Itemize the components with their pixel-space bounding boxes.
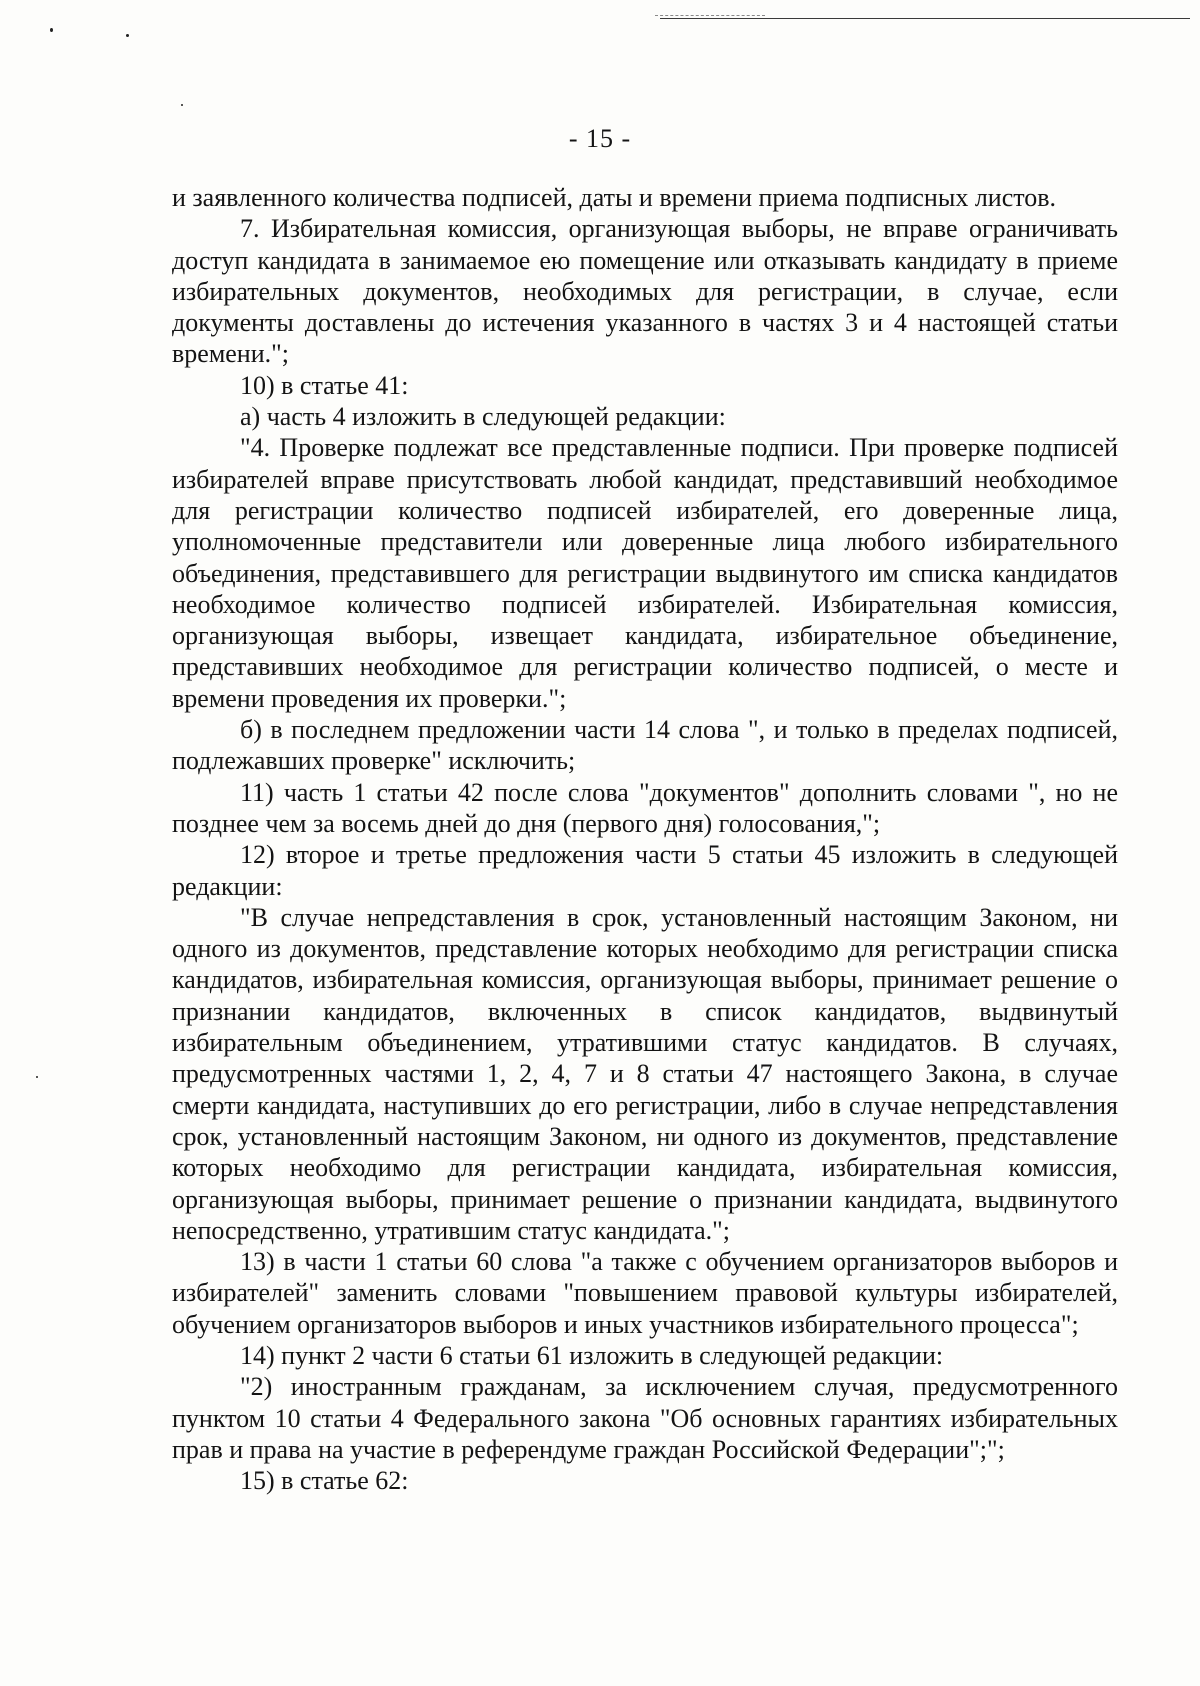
- paragraph-1: и заявленного количества подписей, даты и времени приема подписных листов.: [172, 183, 1057, 212]
- scan-speck: [126, 34, 129, 37]
- scan-artifact-rule: [660, 18, 1190, 19]
- scan-artifact-dash: [655, 15, 765, 16]
- paragraph-10: 13) в части 1 статьи 60 слова "а также с обучением организаторов выборов и избирателей" заменить словами "повышением правовой культуры избирателей, обучением организаторов выборов и иных участников избирательного процесса";: [172, 1247, 1118, 1339]
- page-number: - 15 -: [568, 124, 632, 153]
- paragraph-2: 7. Избирательная комиссия, организующая выборы, не вправе ограничивать доступ кандидата в занимаемое ею помещение или отказывать кандидату в приеме избирательных документов, необходимых для регистрации, в случае, если документы доставлены до истечения указанного в частях 3 и 4 настоящей статьи времени.";: [172, 214, 1118, 369]
- paragraph-7: 11) часть 1 статьи 42 после слова "документов" дополнить словами ", но не позднее чем за восемь дней до дня (первого дня) голосования,";: [172, 777, 1118, 838]
- paragraph-6: б) в последнем предложении части 14 слова ", и только в пределах подписей, подлежавших проверке" исключить;: [172, 715, 1118, 776]
- paragraph-5: "4. Проверке подлежат все представленные подписи. При проверке подписей избирателей вправе присутствовать любой кандидат, представивший необходимое для регистрации количество подписей избирателей, его доверенные лица, уполномоченные представители или доверенные лица любого избирательного объединения, представившего для регистрации выдвинутого им списка кандидатов необходимое количество подписей избирателей. Избирательная комиссия, организующая выборы, извещает кандидата, избирательное объединение, представивших необходимое для регистрации количество подписей, о месте и времени проведения их проверки.";: [172, 433, 1118, 713]
- scan-speck: [181, 104, 183, 106]
- paragraph-4: а) часть 4 изложить в следующей редакции:: [240, 402, 726, 432]
- paragraph-12: "2) иностранным гражданам, за исключением случая, предусмотренного пунктом 10 статьи 4 Федерального закона "Об основных гарантиях избирательных прав и права на участие в референдуме граждан Российской Федерации";";: [172, 1372, 1118, 1464]
- paragraph-3: 10) в статье 41:: [240, 370, 409, 400]
- scan-speck: [50, 28, 53, 32]
- document-body: [172, 182, 1118, 1496]
- paragraph-11: 14) пункт 2 части 6 статьи 61 изложить в следующей редакции:: [240, 1340, 944, 1370]
- paragraph-8: 12) второе и третье предложения части 5 статьи 45 изложить в следующей редакции:: [172, 840, 1118, 901]
- paragraph-9: "В случае непредставления в срок, установленный настоящим Законом, ни одного из документов, представление которых необходимо для регистрации списка кандидатов, избирательная комиссия, организующая выборы, принимает решение о признании кандидатов, включенных в список кандидатов, выдвинутый избирательным объединением, утратившими статус кандидатов. В случаях, предусмотренных частями 1, 2, 4, 7 и 8 статьи 47 настоящего Закона, в случае смерти кандидата, наступивших до его регистрации, либо в случае непредставления срок, установленный настоящим Законом, ни одного из документов, представление которых необходимо для регистрации кандидата, избирательная комиссия, организующая выборы, принимает решение о признании кандидата, выдвинутого непосредственно, утратившим статус кандидата.";: [172, 902, 1118, 1245]
- paragraph-13: 15) в статье 62:: [240, 1466, 409, 1496]
- scan-speck: [36, 1076, 38, 1078]
